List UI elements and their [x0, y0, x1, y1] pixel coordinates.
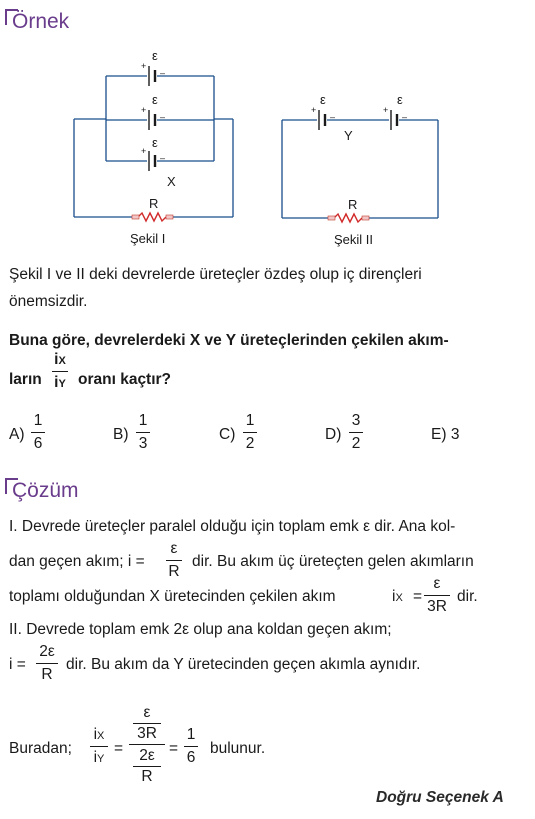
circuit-figure-2: [270, 88, 450, 253]
svg-text:–: –: [330, 112, 336, 122]
svg-text:+: +: [141, 105, 147, 115]
current-fraction: ε R: [166, 541, 182, 579]
option-a-letter: A): [9, 426, 25, 443]
figure-caption: Şekil I: [130, 231, 166, 246]
ratio-denominator: iY: [54, 373, 66, 391]
correct-answer: Doğru Seçenek A: [376, 789, 504, 806]
svg-text:–: –: [160, 153, 166, 163]
final-ratio: iX iY: [90, 727, 108, 765]
cell-emf-label: ε: [152, 92, 158, 107]
result-fraction: 1 6: [184, 727, 198, 765]
ix-fraction: ε 3R: [424, 576, 450, 614]
figure-caption: Şekil II: [334, 232, 374, 247]
statement-line: önemsizdir.: [9, 293, 88, 310]
statement-line: Şekil I ve II deki devrelerde üreteçler özdeş olup iç dirençleri: [9, 266, 422, 283]
cell-emf-label: ε: [397, 92, 403, 107]
cell-x-label: X: [167, 174, 176, 189]
svg-text:–: –: [160, 112, 166, 122]
cell-emf-label: ε: [320, 92, 326, 107]
example-title: Örnek: [12, 10, 70, 33]
resistor-icon: [328, 214, 369, 222]
option-c-fraction: 1 2: [243, 413, 257, 451]
svg-text:–: –: [160, 68, 166, 78]
ix-symbol: iX: [392, 588, 403, 605]
ratio-numerator: iX: [54, 351, 66, 368]
compound-fraction: ε 3R 2ε R: [129, 705, 165, 784]
resistor-icon: [132, 213, 173, 221]
solution-line: I. Devrede üreteçler paralel olduğu için toplam emk ε dir. Ana kol-: [9, 518, 456, 535]
question-prefix: ların: [9, 371, 42, 388]
cell-y-label: Y: [344, 128, 353, 143]
option-e: E) 3: [431, 426, 460, 443]
solution-line5-prefix: i =: [9, 656, 26, 673]
svg-text:–: –: [402, 112, 408, 122]
solution-line: II. Devrede toplam emk 2ε olup ana koldan geçen akım;: [9, 621, 392, 638]
equals-sign: =: [169, 740, 179, 757]
equals-sign: =: [413, 588, 423, 605]
option-d-letter: D): [325, 426, 342, 443]
question-suffix: oranı kaçtır?: [78, 371, 172, 388]
resistor-label: R: [348, 197, 358, 212]
solution-line5-suffix: dir. Bu akım da Y üretecinden geçen akımla aynıdır.: [66, 656, 421, 673]
final-prefix: Buradan;: [9, 740, 72, 757]
option-a-fraction: 1 6: [31, 413, 45, 451]
option-b-letter: B): [113, 426, 129, 443]
cell-emf-label: ε: [152, 135, 158, 150]
solution-line2-prefix: dan geçen akım; i =: [9, 553, 145, 570]
svg-text:+: +: [311, 105, 317, 115]
circuit-figure-1: [60, 42, 260, 252]
cell-emf-label: ε: [152, 48, 158, 63]
solution-line3-suffix: dir.: [457, 588, 478, 605]
total-current-fraction: 2ε R: [36, 644, 58, 682]
final-suffix: bulunur.: [210, 740, 266, 757]
option-d-fraction: 3 2: [349, 413, 363, 451]
question-ratio: [52, 352, 68, 390]
solution-line2-suffix: dir. Bu akım üç üreteçten gelen akımların: [192, 553, 474, 570]
svg-text:+: +: [141, 146, 147, 156]
equals-sign: =: [114, 740, 124, 757]
solution-line3-prefix: toplamı olduğundan X üretecinden çekilen akım: [9, 588, 336, 605]
resistor-label: R: [149, 196, 159, 211]
option-c-letter: C): [219, 426, 236, 443]
svg-text:+: +: [383, 105, 389, 115]
option-b-fraction: 1 3: [136, 413, 150, 451]
solution-title: Çözüm: [12, 479, 79, 502]
question-line: Buna göre, devrelerdeki X ve Y üreteçlerinden çekilen akım-: [9, 332, 449, 349]
svg-text:+: +: [141, 61, 147, 71]
